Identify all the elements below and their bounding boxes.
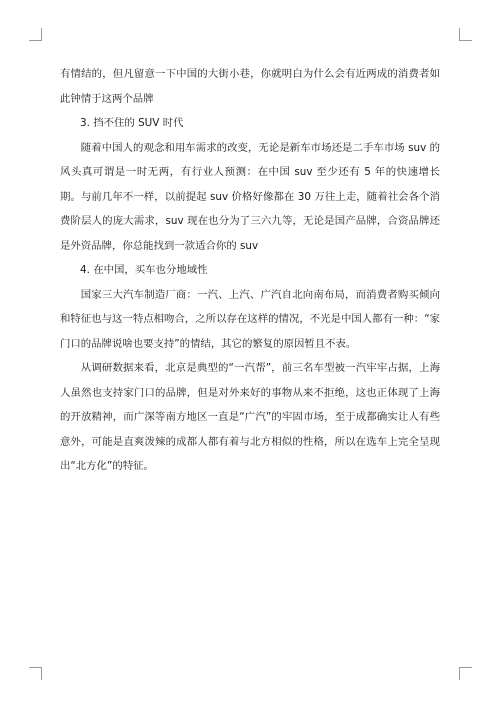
- paragraph-suv: 随着中国人的观念和用车需求的改变，无论是新车市场还是二手车市场 suv 的风头真可谓是一时无两，有行业人预测：在中国 suv 至少还有 5 年的快速增长期。与前几年不一样，以前提起 suv 价格好像都在 30 万往上走，随着社会各个消费阶层人的庞大需求，suv 现在也分为了三六九等，无论是国产品牌，合资品牌还是外资品牌，你总能找到一款适合你的 suv: [60, 141, 440, 252]
- document-body: [60, 62, 440, 479]
- crop-mark-bottom-left: [29, 667, 42, 680]
- crop-mark-bottom-right: [459, 667, 472, 680]
- crop-mark-top-left: [29, 28, 42, 41]
- section-heading-3: 3. 挡不住的 SUV 时代: [80, 117, 184, 129]
- paragraph-manufacturers: 国家三大汽车制造厂商：一汽、上汽、广汽自北向南布局，而消费者购买倾向和特征也与这一特点相吻合，之所以存在这样的情况，不光是中国人都有一种：“家门口的品牌说啥也要支持”的情结，其它的繁复的原因暂且不表。: [60, 288, 440, 350]
- paragraph-continued: 有情结的，但凡留意一下中国的大街小巷，你就明白为什么会有近两成的消费者如此钟情于这两个品牌: [60, 68, 440, 105]
- paragraph-survey: 从调研数据来看，北京是典型的“一汽帮”，前三名车型被一汽牢牢占据，上海人虽然也支持家门口的品牌，但是对外来好的事物从来不拒绝，这也正体现了上海的开放精神，而广深等南方地区一直是“广汽”的牢固市场，至于成都确实让人有些意外，可能是直爽泼辣的成都人都有着与北方相似的性格，所以在选车上完全呈现出“北方化”的特征。: [60, 362, 440, 472]
- section-heading-4: 4. 在中国，买车也分地域性: [80, 264, 208, 276]
- crop-mark-top-right: [459, 28, 472, 41]
